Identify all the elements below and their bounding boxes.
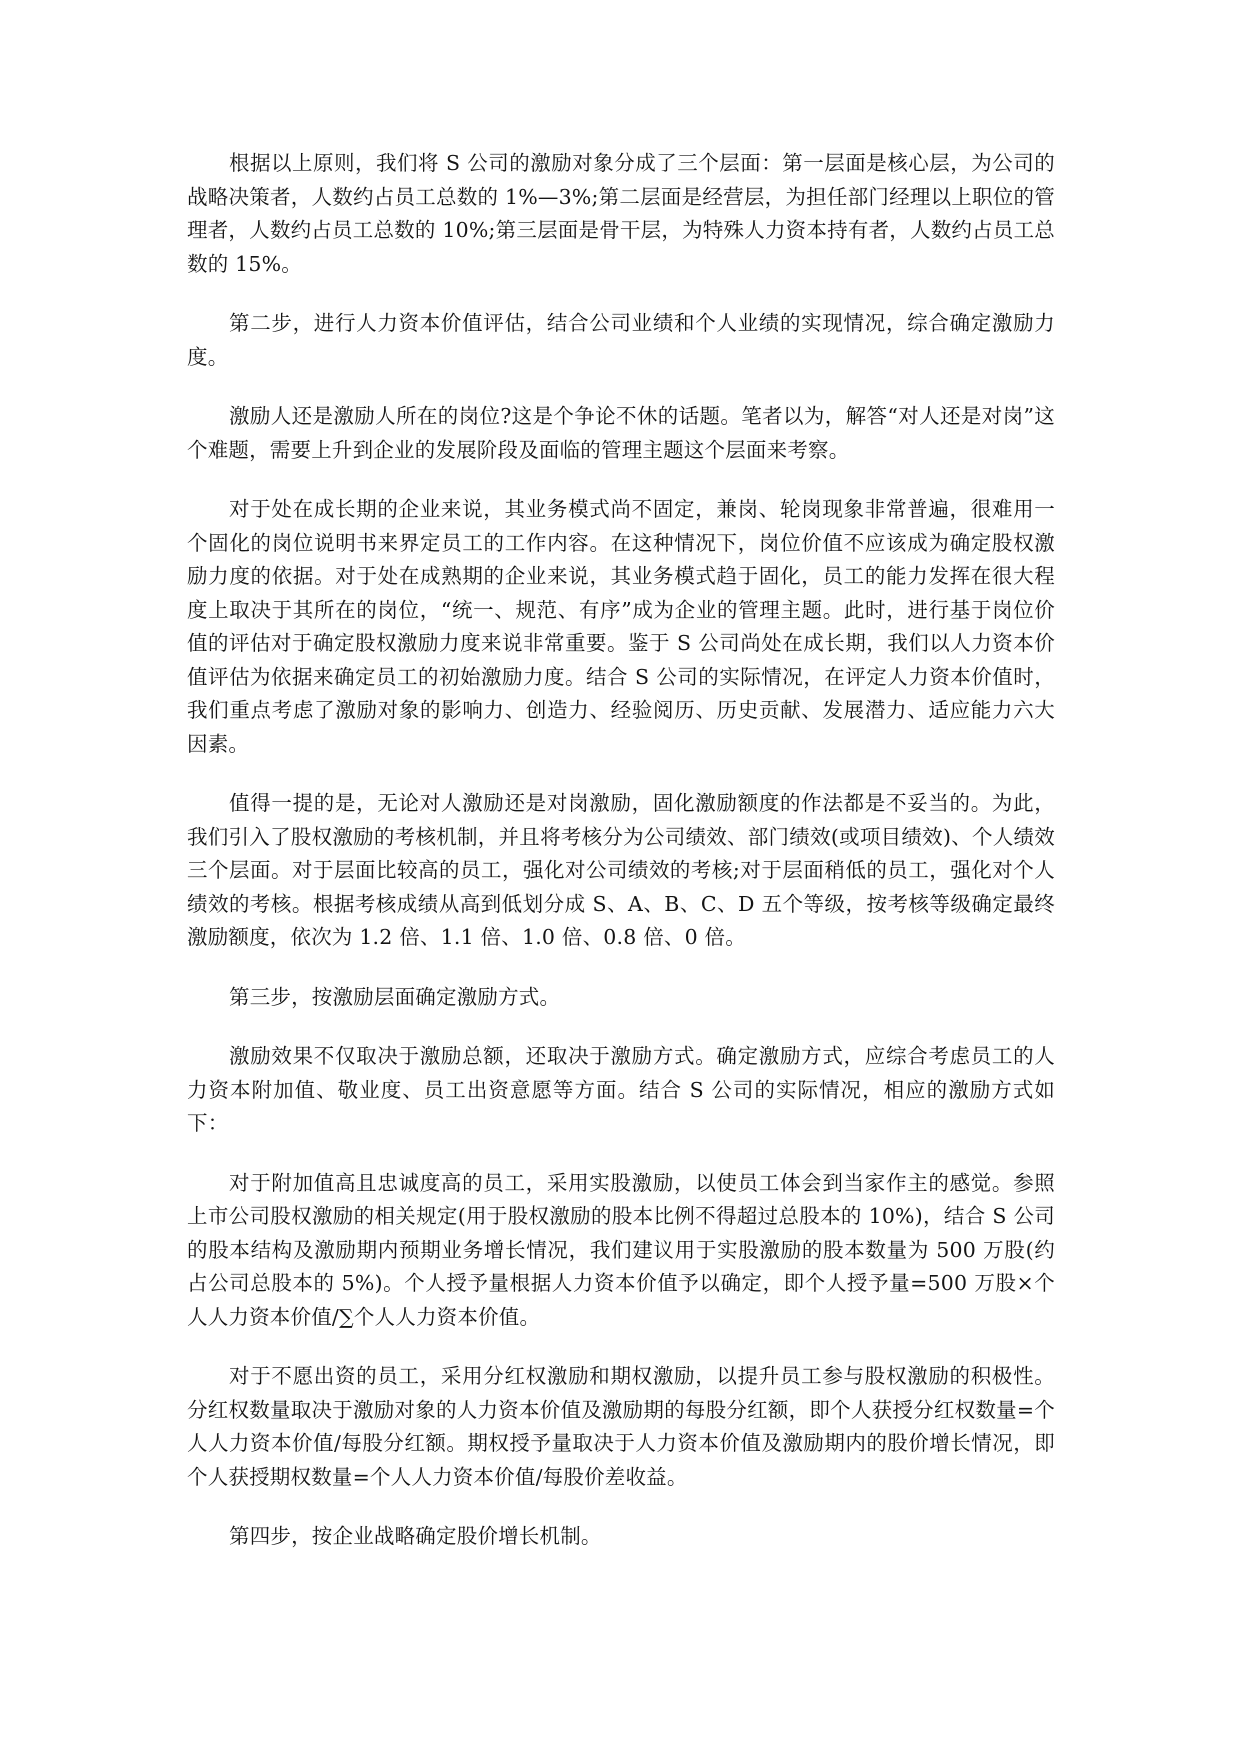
paragraph-incentive-methods: 激励效果不仅取决于激励总额，还取决于激励方式。确定激励方式，应综合考虑员工的人力资本附加值、敬业度、员工出资意愿等方面。结合 S 公司的实际情况，相应的激励方式如下： — [187, 1044, 1055, 1135]
paragraph-step-two: 第二步，进行人力资本价值评估，结合公司业绩和个人业绩的实现情况，综合确定激励力度。 — [187, 311, 1055, 369]
paragraph-assessment-mechanism: 值得一提的是，无论对人激励还是对岗激励，固化激励额度的作法都是不妥当的。为此，我们引入了股权激励的考核机制，并且将考核分为公司绩效、部门绩效(或项目绩效)、个人绩效三个层面。对于层面比较高的员工，强化对公司绩效的考核;对于层面稍低的员工，强化对个人绩效的考核。根据考核成绩从高到低划分成 S、A、B、C、D 五个等级，按考核等级确定最终激励额度，依次为 1.2 倍、1.1 倍、1.0 倍、0.8 倍、0 倍。 — [187, 791, 1055, 949]
document-body — [187, 147, 1055, 1580]
paragraph-dividend-options: 对于不愿出资的员工，采用分红权激励和期权激励，以提升员工参与股权激励的积极性。分红权数量取决于激励对象的人力资本价值及激励期的每股分红额，即个人获授分红权数量=个人人力资本价值/每股分红额。期权授予量取决于人力资本价值及激励期内的股价增长情况，即个人获授期权数量=个人人力资本价值/每股价差收益。 — [187, 1364, 1055, 1489]
paragraph-incentive-levels: 根据以上原则，我们将 S 公司的激励对象分成了三个层面：第一层面是核心层，为公司的战略决策者，人数约占员工总数的 1%—3%;第二层面是经营层，为担任部门经理以上职位的管理者，人数约占员工总数的 10%;第三层面是骨干层，为特殊人力资本持有者，人数约占员工总数的 15%。 — [187, 151, 1055, 276]
paragraph-growth-stage: 对于处在成长期的企业来说，其业务模式尚不固定，兼岗、轮岗现象非常普遍，很难用一个固化的岗位说明书来界定员工的工作内容。在这种情况下，岗位价值不应该成为确定股权激励力度的依据。对于处在成熟期的企业来说，其业务模式趋于固化，员工的能力发挥在很大程度上取决于其所在的岗位，“统一、规范、有序”成为企业的管理主题。此时，进行基于岗位价值的评估对于确定股权激励力度来说非常重要。鉴于 S 公司尚处在成长期，我们以人力资本价值评估为依据来确定员工的初始激励力度。结合 S 公司的实际情况，在评定人力资本价值时，我们重点考虑了激励对象的影响力、创造力、经验阅历、历史贡献、发展潜力、适应能力六大因素。 — [187, 497, 1055, 756]
paragraph-real-shares: 对于附加值高且忠诚度高的员工，采用实股激励，以使员工体会到当家作主的感觉。参照上市公司股权激励的相关规定(用于股权激励的股本比例不得超过总股本的 10%)，结合 S 公司的股本结构及激励期内预期业务增长情况，我们建议用于实股激励的股本数量为 500 万股(约占公司总股本的 5%)。个人授予量根据人力资本价值予以确定，即个人授予量=500 万股×个人人力资本价值/∑个人人力资本价值。 — [187, 1170, 1055, 1329]
paragraph-person-or-post: 激励人还是激励人所在的岗位?这是个争论不休的话题。笔者以为，解答“对人还是对岗”这个难题，需要上升到企业的发展阶段及面临的管理主题这个层面来考察。 — [187, 404, 1055, 462]
paragraph-step-four: 第四步，按企业战略确定股价增长机制。 — [229, 1524, 602, 1548]
paragraph-step-three: 第三步，按激励层面确定激励方式。 — [229, 984, 561, 1009]
